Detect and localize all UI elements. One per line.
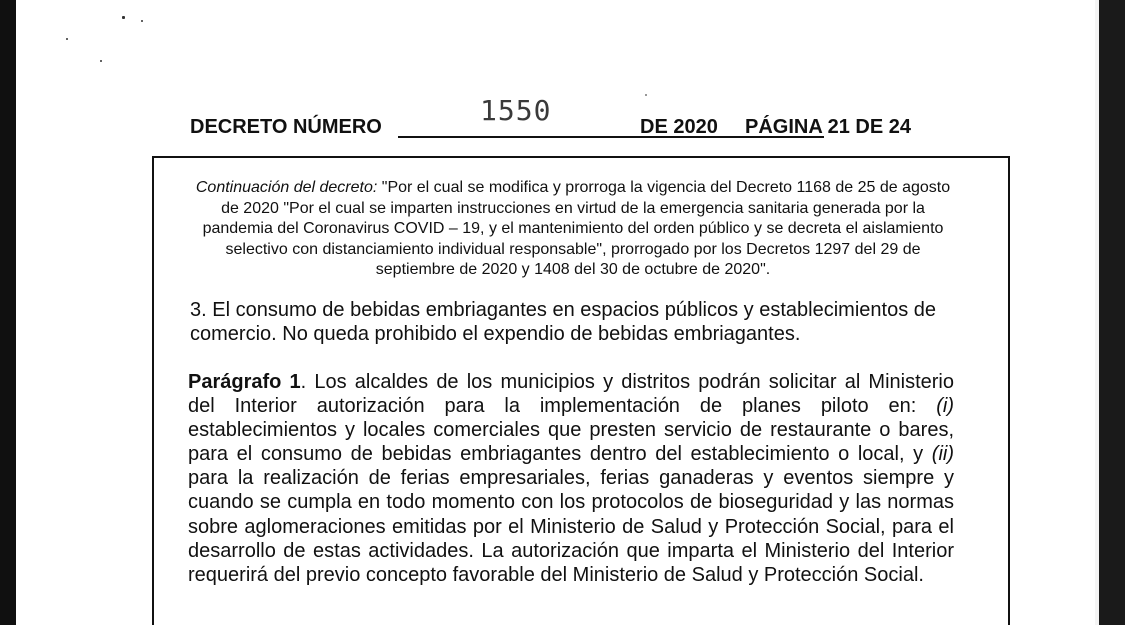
paragraph-1-marker-ii: (ii): [931, 443, 954, 466]
scan-speck: [66, 38, 68, 40]
scan-speck: [141, 20, 143, 22]
preamble-body: "Por el cual se modifica y prorroga la vigencia del Decreto 1168 de 25 de agosto de 2020 "Por el cual se imparten instrucciones en virtud de la emergencia sanitaria generada por la pandemia del Coronavirus COVID – 19, y el mantenimiento del orden público y se decreta el aislamiento selectivo con distanciamiento individual responsable", prorrogado por los Decretos 1297 del 29 de septiembre de 2020 y 1408 del 30 de octubre de 2020".: [202, 179, 951, 278]
scan-speck: [122, 16, 125, 19]
page-indicator: PÁGINA 21 DE 24: [745, 116, 911, 138]
scan-speck: [100, 60, 102, 62]
scan-left-edge: [0, 0, 16, 625]
scan-speck: [645, 94, 647, 96]
decree-number-stamp: 1550: [480, 94, 552, 127]
preamble-lead: Continuación del decreto:: [195, 179, 378, 196]
clause-3: 3. El consumo de bebidas embriagantes en espacios públicos y establecimientos de comercio. No queda prohibido el expendio de bebidas embriagantes.: [190, 299, 936, 345]
decree-year-label: DE 2020: [640, 116, 718, 138]
decree-number-label: DECRETO NÚMERO: [190, 116, 382, 138]
decree-header: [190, 94, 930, 142]
scan-right-edge: [1099, 0, 1125, 625]
paragraph-1-text-b: establecimientos y locales comerciales que presten servicio de restaurante o bares, para el consumo de bebidas embriagantes dentro del establecimiento o local, y: [188, 419, 954, 466]
paragraph-1: [188, 370, 954, 587]
paragraph-1-title: Parágrafo 1: [188, 371, 301, 393]
decree-continuation-preamble: [192, 178, 954, 281]
paragraph-1-text-a: . Los alcaldes de los municipios y distritos podrán solicitar al Ministerio del Interior autorización para la implementación de planes piloto en:: [188, 371, 954, 418]
paragraph-1-marker-i: (i): [936, 395, 954, 418]
paragraph-1-text-c: para la realización de ferias empresariales, ferias ganaderas y eventos siempre y cuando se cumpla en todo momento con los protocolos de bioseguridad y las normas sobre aglomeraciones emitidas por el Ministerio de Salud y Protección Social, para el desarrollo de estas actividades. La autorización que imparta el Ministerio del Interior requerirá del previo concepto favorable del Ministerio de Salud y Protección Social.: [188, 467, 954, 586]
